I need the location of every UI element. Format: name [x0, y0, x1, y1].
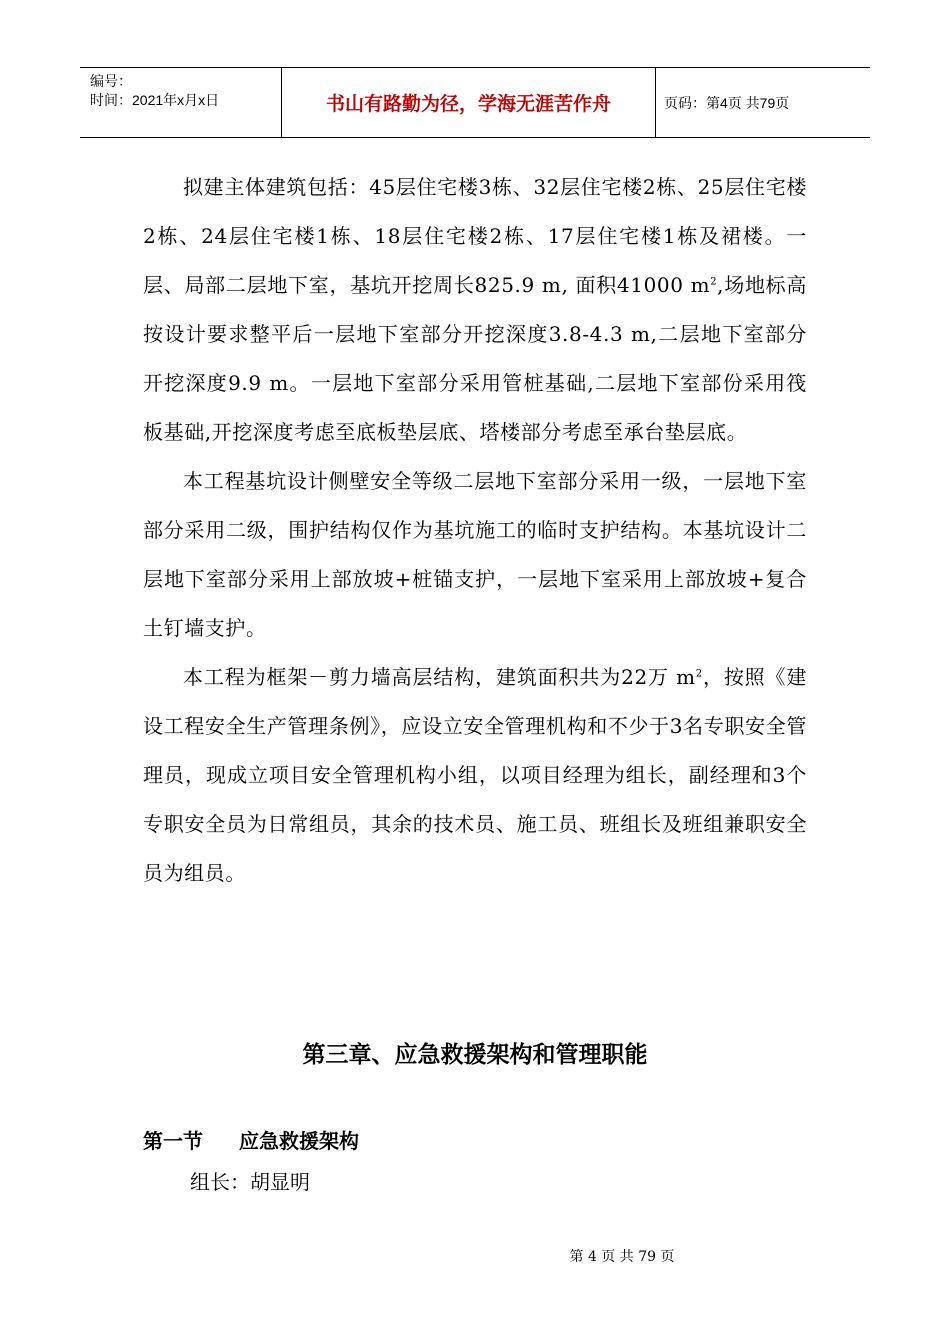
page-footer: 第 4 页 共 79 页 — [569, 1249, 675, 1265]
body-text — [143, 163, 807, 898]
header-page-info: 页码：第4页 共79页 — [664, 94, 790, 111]
paragraph-text: ,场地标高按设计要求整平后一层地下室部分开挖深度3.8-4.3 m,二层地下室部分开挖深度9.9 m。一层地下室部分采用管桩基础,二层地下室部份采用筏板基础,开挖深度考虑至底板垫层底、塔楼部分考虑至承台垫层底。 — [143, 273, 807, 444]
leader-line: 组长：胡显明 — [190, 1170, 310, 1194]
paragraph-text: ，按照《建设工程安全生产管理条例》，应设立安全管理机构和不少于3名专职安全管理员，现成立项目安全管理机构小组，以项目经理为组长，副经理和3个专职安全员为日常组员，其余的技术员、施工员、班组长及班组兼职安全员为组员。 — [143, 665, 808, 885]
section-heading — [143, 1125, 359, 1154]
paragraph-text: 拟建主体建筑包括：45层住宅楼3栋、32层住宅楼2栋、25层住宅楼2栋、24层住宅楼1栋、18层住宅楼2栋、17层住宅楼1栋及裙楼。一层、局部二层地下室，基坑开挖周长825.9 m, 面积41000 m — [143, 175, 807, 297]
paragraph-pit-design: 本工程基坑设计侧壁安全等级二层地下室部分采用一级，一层地下室部分采用二级，围护结构仅作为基坑施工的临时支护结构。本基坑设计二层地下室部分采用上部放坡+桩锚支护，一层地下室采用上部放坡+复合土钉墙支护。 — [143, 469, 807, 640]
paragraph-safety-org — [143, 653, 807, 898]
section-number: 第一节 — [143, 1129, 203, 1153]
superscript: 2 — [710, 276, 718, 288]
paragraph-buildings — [143, 163, 807, 457]
superscript: 2 — [695, 668, 703, 680]
header-meta — [80, 68, 282, 137]
number-label: 编号： — [90, 73, 132, 89]
paragraph-text: 本工程为框架－剪力墙高层结构，建筑面积共为22万 m — [183, 665, 696, 689]
section-title: 应急救援架构 — [239, 1129, 359, 1153]
header-motto: 书山有路勤为径，学海无涯苦作舟 — [282, 68, 656, 137]
document-header — [80, 67, 870, 138]
chapter-title: 第三章、应急救援架构和管理职能 — [302, 1042, 648, 1068]
date-label: 时间：2021年x月x日 — [90, 92, 220, 108]
